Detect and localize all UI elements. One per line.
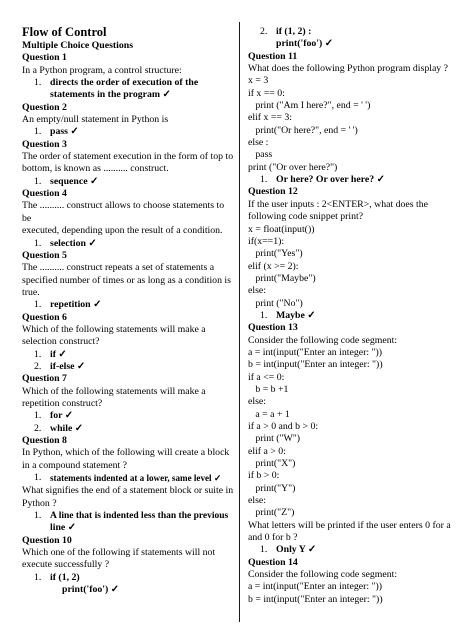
question-13-code-line: b = b +1 [248, 383, 289, 395]
option-text: Maybe ✓ [276, 309, 316, 321]
question-12-code-line: x = float(input()) [248, 223, 315, 235]
question-7-option-2 [22, 423, 234, 435]
option-number: 2. [34, 422, 42, 434]
question-13-code-line: if a <= 0: [248, 371, 285, 383]
question-12-code-line: print("Maybe") [248, 272, 316, 284]
option-number: 1. [34, 410, 42, 422]
question-9-option-1-cont: line ✓ [50, 522, 76, 534]
option-text: if (1, 2) : [276, 26, 312, 37]
option-number: 1. [34, 126, 42, 138]
question-13-code-line: print("Y") [248, 482, 296, 494]
question-13-code-line: else: [248, 396, 266, 408]
option-text: if (1, 2) [50, 571, 80, 583]
question-6-option-1 [22, 349, 234, 361]
question-13-code-line: b = int(input("Enter an integer: ")) [248, 359, 383, 371]
right-column [248, 26, 464, 606]
question-3-option-1 [22, 176, 234, 188]
question-11-code-line: else : [248, 137, 269, 149]
question-13-code-line: print ("W") [248, 433, 301, 445]
option-number: 1. [34, 175, 42, 187]
option-text: Or here? Or over here? ✓ [276, 174, 385, 186]
option-text: for ✓ [50, 410, 73, 422]
question-12-option-1 [248, 310, 464, 322]
question-13-code-line: print("X") [248, 458, 296, 470]
question-8-text-line-2: in a compound statement ? [22, 459, 128, 471]
question-4-heading: Question 4 [22, 188, 67, 200]
question-6-text-line-1: Which of the following statements will make a [22, 323, 206, 335]
question-11-code-line: pass [248, 149, 273, 161]
question-9-text-line-1: What signifies the end of a statement block or suite in [22, 485, 234, 497]
question-11-code-line: elif x == 3: [248, 112, 292, 124]
question-11-text: What does the following Python program display ? [248, 63, 448, 75]
question-12-heading: Question 12 [248, 186, 298, 198]
option-number: 1. [34, 77, 42, 89]
question-9-option-1 [22, 510, 234, 522]
question-6-heading: Question 6 [22, 311, 67, 323]
option-number: 1. [34, 510, 42, 522]
question-12-code-line: if(x==1): [248, 235, 285, 247]
question-1-option-1 [22, 77, 234, 89]
question-13-code-line: if b > 0: [248, 470, 280, 482]
question-10-text-line-1: Which one of the following if statements will not [22, 547, 216, 559]
question-2-heading: Question 2 [22, 101, 67, 113]
question-13-code-line: if a > 0 and b > 0: [248, 421, 319, 432]
option-text: statements indented at a lower, same level ✓ [50, 473, 222, 484]
option-text: repetition ✓ [50, 299, 102, 311]
question-11-code-line: if x == 0: [248, 87, 285, 99]
question-10-heading: Question 10 [22, 534, 72, 546]
option-text: selection ✓ [50, 237, 97, 249]
question-3-heading: Question 3 [22, 138, 67, 150]
question-11-option-1 [248, 174, 464, 186]
question-7-text-line-1: Which of the following statements will make a [22, 385, 206, 397]
question-1-text: In a Python program, a control structure: [22, 64, 182, 76]
question-10-option-1 [22, 572, 234, 584]
option-number: 1. [34, 472, 42, 484]
question-14-heading: Question 14 [248, 556, 298, 568]
question-2-text: An empty/null statement in Python is [22, 114, 169, 126]
question-13-followup-line-2: and 0 for b ? [248, 532, 298, 544]
question-14-code-line: b = int(input("Enter an integer: ")) [248, 593, 383, 605]
question-13-code-line: a = int(input("Enter an integer: ")) [248, 346, 383, 358]
question-10-option-2 [248, 26, 464, 38]
question-5-text-line-2: specified number of times or as long as a condition is [22, 274, 231, 286]
question-13-followup-line-1: What letters will be printed if the user enters 0 for a [248, 519, 451, 531]
question-12-text-line-1: If the user inputs : 2<ENTER>, what does the [248, 198, 429, 210]
option-number: 2. [260, 26, 268, 37]
question-10-text-line-2: execute successfully ? [22, 559, 110, 571]
question-14-code-line: a = int(input("Enter an integer: ")) [248, 581, 383, 593]
question-3-text-line-1: The order of statement execution in the form of top to [22, 151, 234, 163]
option-number: 2. [34, 360, 42, 372]
question-12-code-line: print("Yes") [248, 248, 303, 260]
option-text: Only Y ✓ [276, 544, 317, 556]
question-11-heading: Question 11 [248, 50, 298, 62]
question-1-heading: Question 1 [22, 52, 67, 64]
question-14-text: Consider the following code segment: [248, 569, 398, 581]
question-11-code-line: x = 3 [248, 75, 269, 87]
question-12-code-line: elif (x >= 2): [248, 260, 299, 272]
document-title: Flow of Control [22, 25, 107, 39]
question-8-option-1 [22, 472, 234, 485]
question-10-option-2-cont: print('foo') ✓ [276, 38, 333, 50]
question-5-heading: Question 5 [22, 249, 67, 261]
question-12-text-line-2: following code snippet print? [248, 211, 364, 223]
question-13-option-1 [248, 544, 464, 556]
option-number: 1. [34, 348, 42, 360]
question-7-heading: Question 7 [22, 373, 67, 385]
section-subtitle: Multiple Choice Questions [22, 40, 134, 51]
question-1-option-1-cont: statements in the program ✓ [50, 89, 171, 101]
option-text: sequence ✓ [50, 175, 99, 187]
question-9-text-line-2: Python ? [22, 497, 57, 509]
option-text: if ✓ [50, 348, 67, 360]
question-7-option-1 [22, 410, 234, 422]
option-number: 1. [260, 309, 268, 321]
question-8-heading: Question 8 [22, 435, 67, 446]
question-5-option-1 [22, 299, 234, 311]
question-13-heading: Question 13 [248, 322, 298, 334]
question-13-code-line: else: [248, 495, 266, 507]
question-11-code-line: print("Or here?", end = ' ') [248, 124, 358, 136]
question-6-text-line-2: selection construct? [22, 336, 100, 348]
question-8-text-line-1: In Python, which of the following will create a block [22, 447, 230, 459]
question-13-code-line: print("Z") [248, 507, 295, 519]
question-13-code-line: a = a + 1 [248, 408, 290, 420]
question-11-code-line: print ("Or over here?") [248, 161, 338, 173]
option-number: 1. [34, 299, 42, 311]
question-4-text-line-2: executed, depending upon the result of a condition. [22, 225, 223, 237]
question-6-option-2 [22, 361, 234, 373]
question-5-text-line-3: true. [22, 286, 40, 298]
question-11-code-line: print ("Am I here?", end = ' ') [248, 100, 371, 112]
question-12-code-line: print ("No") [248, 297, 303, 309]
question-5-text-line-1: The .......... construct repeats a set of statements a [22, 262, 215, 274]
question-3-text-line-2: bottom, is known as .......... construct. [22, 163, 169, 175]
left-column [22, 25, 234, 596]
option-text: directs the order of execution of the [50, 77, 199, 89]
option-number: 1. [34, 237, 42, 249]
question-10-option-1-cont: print('foo') ✓ [62, 584, 119, 596]
question-13-text: Consider the following code segment: [248, 334, 398, 346]
option-number: 1. [34, 571, 42, 583]
option-text: pass ✓ [50, 126, 79, 138]
question-12-code-line: else: [248, 285, 266, 297]
question-7-text-line-2: repetition construct? [22, 397, 103, 409]
question-13-code-line: elif a > 0: [248, 445, 286, 457]
question-4-option-1 [22, 238, 234, 250]
column-divider [239, 22, 240, 622]
option-text: while ✓ [50, 422, 83, 434]
question-4-text-line-1: The .......... construct allows to choose statements to be [22, 200, 225, 224]
option-text: A line that is indented less than the previous [50, 511, 229, 522]
option-number: 1. [260, 544, 268, 556]
question-2-option-1 [22, 126, 234, 138]
option-text: if-else ✓ [50, 360, 86, 372]
option-number: 1. [260, 174, 268, 186]
